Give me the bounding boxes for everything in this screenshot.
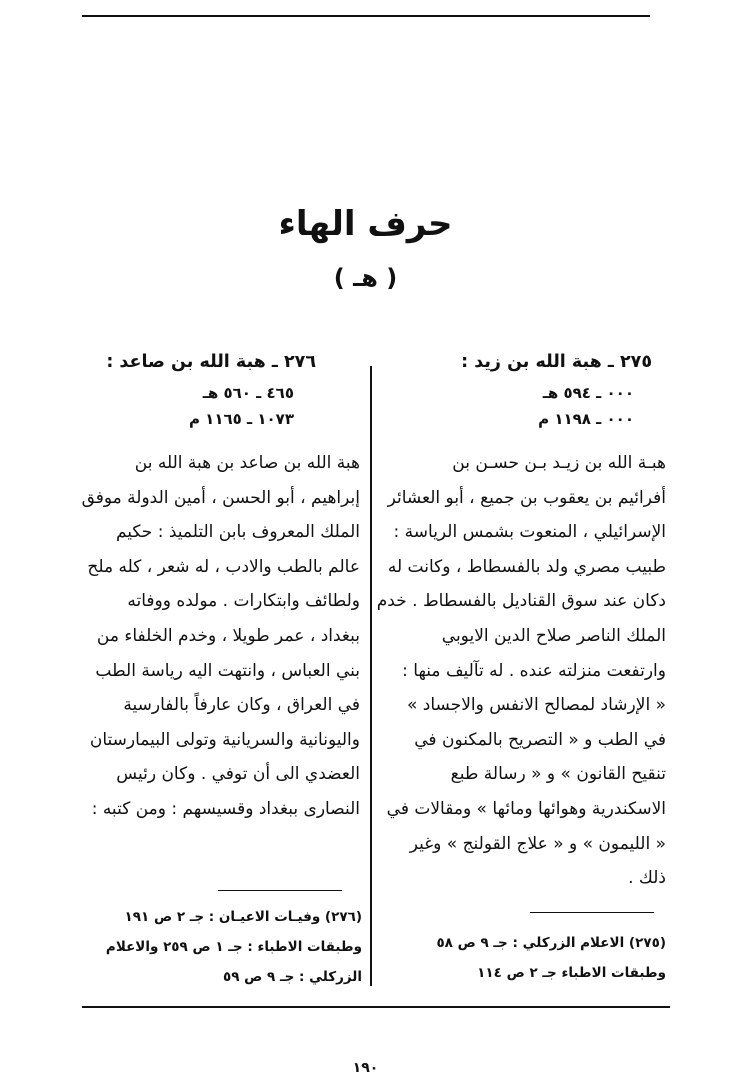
bio-line: وارتفعت منزلته عنده . له تآليف منها : <box>402 660 666 681</box>
biography-text <box>376 446 666 896</box>
footnote-line: وطبقات الاطباء جـ ٢ ص ١١٤ <box>477 965 666 981</box>
bio-line: النصارى ببغداد وقسيسهم : ومن كتبه : <box>91 798 360 819</box>
bio-line: تنقيح القانون » و « رسالة طبع <box>450 764 666 785</box>
entry-heading: ٢٧٥ ـ هبة الله بن زيد : <box>461 352 652 372</box>
bio-line: الإسرائيلي ، المنعوت بشمس الرياسة : <box>393 522 666 543</box>
footnote-line: وطبقات الاطباء : جـ ١ ص ٢٥٩ والاعلام <box>105 939 362 955</box>
footnote-line: الزركلي : جـ ٩ ص ٥٩ <box>222 969 362 985</box>
bio-line: الملك الناصر صلاح الدين الايوبي <box>441 625 666 646</box>
footnote-275 <box>388 928 666 988</box>
section-title: حرف الهاء <box>278 204 453 244</box>
section-letter: ( هـ ) <box>333 264 398 292</box>
page-number: ١٩٠ <box>352 1060 379 1076</box>
bio-line: ذلك . <box>628 868 666 889</box>
bio-line: دكان عند سوق القناديل بالفسطاط . خدم <box>376 591 666 612</box>
bio-line: واليونانية والسريانية وتولى البيمارستان <box>89 729 360 750</box>
footnote-276 <box>78 902 362 992</box>
bio-line: هبة الله بن صاعد بن هبة الله بن <box>134 453 360 473</box>
bio-line: ببغداد ، عمر طويلا ، وخدم الخلفاء من <box>96 625 360 646</box>
bio-line: هبـة الله بن زيـد بـن حسـن بن <box>452 453 666 473</box>
entry-275 <box>376 344 666 896</box>
bio-line: في الطب و « التصريح بالمكنون في <box>414 729 666 750</box>
hijri-dates: ٠٠٠ ـ ٥٩٤ هـ <box>542 384 634 402</box>
bio-line: ولطائف وابتكارات . مولده ووفاته <box>127 591 360 612</box>
bio-line: بني العباس ، وانتهت اليه رياسة الطب <box>95 660 360 681</box>
bio-line: « الإرشاد لمصالح الانفس والاجساد » <box>406 695 666 716</box>
hijri-dates: ٤٦٥ ـ ٥٦٠ هـ <box>202 384 294 402</box>
bottom-rule <box>82 1006 670 1008</box>
bio-line: طبيب مصري ولد بالفسطاط ، وكانت له <box>387 556 666 577</box>
bio-line: في العراق ، وكان عارفاً بالفارسية <box>123 695 360 716</box>
bio-line: الملك المعروف بابن التلميذ : حكيم <box>115 522 360 543</box>
gregorian-dates: ٠٠٠ ـ ١١٩٨ م <box>538 410 634 428</box>
footnote-line: (٢٧٥) الاعلام الزركلي : جـ ٩ ص ٥٨ <box>436 935 666 951</box>
footnote-rule <box>218 890 342 891</box>
biography-text <box>78 446 360 827</box>
gregorian-dates: ١٠٧٣ ـ ١١٦٥ م <box>188 410 294 428</box>
bio-line: إبراهيم ، أبو الحسن ، أمين الدولة موفق <box>81 487 360 508</box>
bio-line: العضدي الى أن توفي . وكان رئيس <box>116 764 360 785</box>
footnote-line: (٢٧٦) وفيـات الاعيـان : جـ ٢ ص ١٩١ <box>124 909 362 925</box>
entry-heading: ٢٧٦ ـ هبة الله بن صاعد : <box>106 352 316 372</box>
bio-line: عالم بالطب والادب ، له شعر ، كله ملح <box>87 556 360 577</box>
bio-line: أفرائيم بن يعقوب بن جميع ، أبو العشائر <box>387 487 666 508</box>
bio-line: « الليمون » و « علاج القولنج » وغير <box>409 833 666 854</box>
top-rule <box>82 15 650 17</box>
entry-276 <box>78 344 360 827</box>
column-divider <box>370 366 372 986</box>
footnote-rule <box>530 912 654 913</box>
bio-line: الاسكندرية وهوائها ومائها » ومقالات في <box>386 798 666 819</box>
